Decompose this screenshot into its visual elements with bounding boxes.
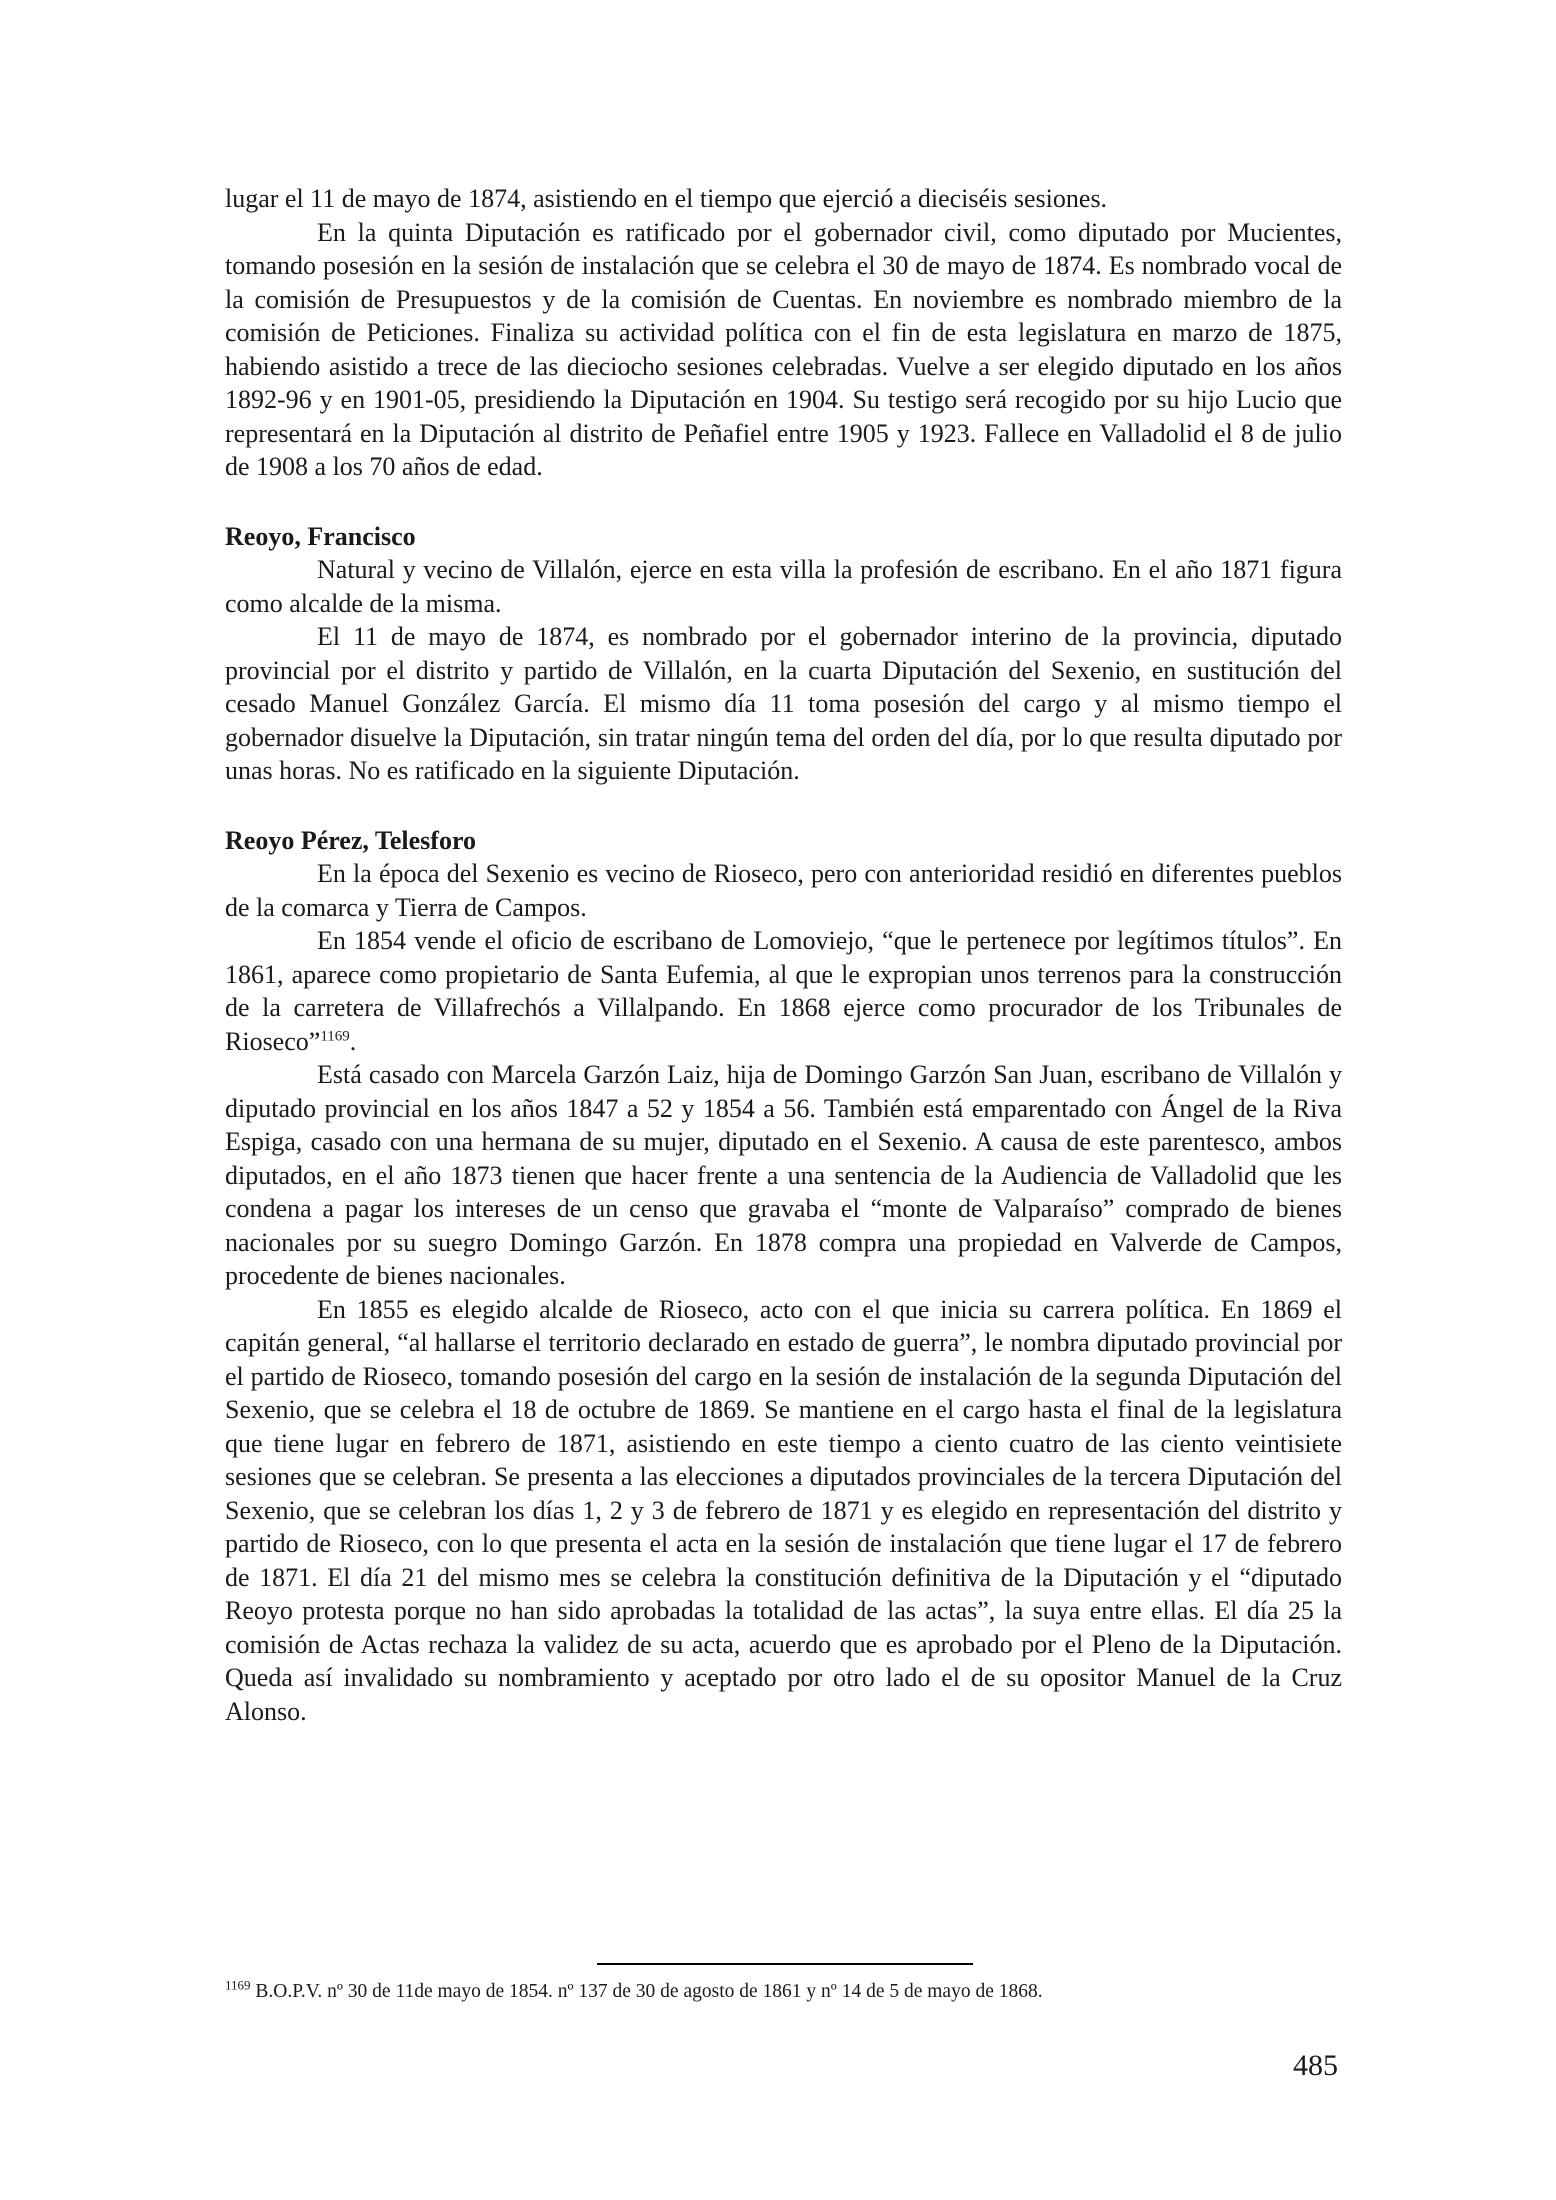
body-text (225, 182, 1342, 1728)
paragraph: Natural y vecino de Villalón, ejerce en esta villa la profesión de escribano. En el año 1871 figura como alcalde de la misma. (225, 555, 1342, 618)
paragraph: El 11 de mayo de 1874, es nombrado por el gobernador interino de la provincia, diputado provincial por el distrito y partido de Villalón, en la cuarta Diputación del Sexenio, en sustitución del cesado Manuel González García. El mismo día 11 toma posesión del cargo y al mismo tiempo el gobernador disuelve la Diputación, sin tratar ningún tema del orden del día, por lo que resulta diputado por unas horas. No es ratificado en la siguiente Diputación. (225, 622, 1342, 785)
page-number: 485 (1293, 2049, 1338, 2082)
paragraph (225, 924, 1342, 1058)
footnote (225, 1978, 1342, 2005)
paragraph: lugar el 11 de mayo de 1874, asistiendo en el tiempo que ejerció a dieciséis sesiones. (225, 184, 1108, 213)
footnote-reference: 1169 (320, 1027, 350, 1044)
footnote-text: B.O.P.V. nº 30 de 11de mayo de 1854. nº 137 de 30 de agosto de 1861 y nº 14 de 5 de mayo de 1868. (250, 1981, 1043, 2002)
paragraph-end: . (349, 1026, 357, 1056)
entry-heading: Reoyo, Francisco (225, 521, 416, 551)
footnote-separator (597, 1963, 973, 1965)
paragraph: En la época del Sexenio es vecino de Rioseco, pero con anterioridad residió en diferentes pueblos de la comarca y Tierra de Campos. (225, 859, 1342, 922)
footnote-number: 1169 (225, 1977, 251, 1993)
entry-heading: Reoyo Pérez, Telesforo (225, 825, 477, 855)
paragraph-text: En 1854 vende el oficio de escribano de Lomoviejo, “que le pertenece por legítimos títulos”. En 1861, aparece como propietario de Santa Eufemia, al que le expropian unos terrenos para la construcción de la carretera de Villafrechós a Villalpando. En 1868 ejerce como procurador de los Tribunales de Rioseco” (225, 926, 1342, 1056)
paragraph: Está casado con Marcela Garzón Laiz, hija de Domingo Garzón San Juan, escribano de Villalón y diputado provincial en los años 1847 a 52 y 1854 a 56. También está emparentado con Ángel de la Riva Espiga, casado con una hermana de su mujer, diputado en el Sexenio. A causa de este parentesco, ambos diputados, en el año 1873 tienen que hacer frente a una sentencia de la Audiencia de Valladolid que les condena a pagar los intereses de un censo que gravaba el “monte de Valparaíso” comprado de bienes nacionales por su suegro Domingo Garzón. En 1878 compra una propiedad en Valverde de Campos, procedente de bienes nacionales. (225, 1060, 1342, 1290)
paragraph: En la quinta Diputación es ratificado por el gobernador civil, como diputado por Mucientes, tomando posesión en la sesión de instalación que se celebra el 30 de mayo de 1874. Es nombrado vocal de la comisión de Presupuestos y de la comisión de Cuentas. En noviembre es nombrado miembro de la comisión de Peticiones. Finaliza su actividad política con el fin de esta legislatura en marzo de 1875, habiendo asistido a trece de las dieciocho sesiones celebradas. Vuelve a ser elegido diputado en los años 1892-96 y en 1901-05, presidiendo la Diputación en 1904. Su testigo será recogido por su hijo Lucio que representará en la Diputación al distrito de Peñafiel entre 1905 y 1923. Fallece en Valladolid el 8 de julio de 1908 a los 70 años de edad. (225, 217, 1342, 481)
paragraph: En 1855 es elegido alcalde de Rioseco, acto con el que inicia su carrera política. En 1869 el capitán general, “al hallarse el territorio declarado en estado de guerra”, le nombra diputado provincial por el partido de Rioseco, tomando posesión del cargo en la sesión de instalación de la segunda Diputación del Sexenio, que se celebra el 18 de octubre de 1869. Se mantiene en el cargo hasta el final de la legislatura que tiene lugar en febrero de 1871, asistiendo en este tiempo a ciento cuatro de las ciento veintisiete sesiones que se celebran. Se presenta a las elecciones a diputados provinciales de la tercera Diputación del Sexenio, que se celebran los días 1, 2 y 3 de febrero de 1871 y es elegido en representación del distrito y partido de Rioseco, con lo que presenta el acta en la sesión de instalación que tiene lugar el 17 de febrero de 1871. El día 21 del mismo mes se celebra la constitución definitiva de la Diputación y el “diputado Reoyo protesta porque no han sido aprobadas la totalidad de las actas”, la suya entre ellas. El día 25 la comisión de Actas rechaza la validez de su acta, acuerdo que es aprobado por el Pleno de la Diputación. Queda así invalidado su nombramiento y aceptado por otro lado el de su opositor Manuel de la Cruz Alonso. (225, 1294, 1342, 1726)
